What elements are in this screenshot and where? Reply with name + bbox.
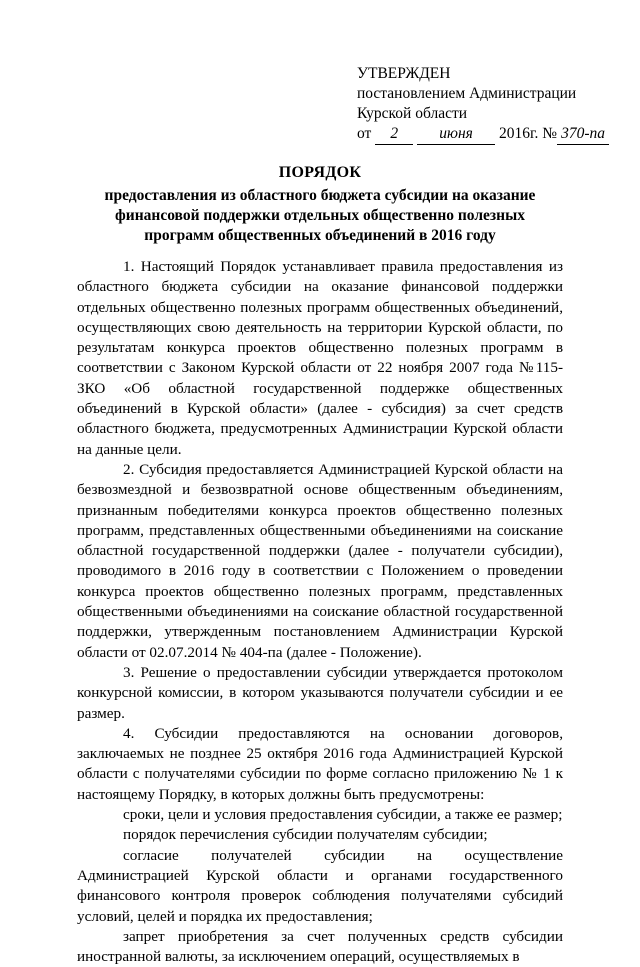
approval-block xyxy=(357,64,627,145)
paragraph-5: сроки, цели и условия предоставления субсидии, а также ее размер; xyxy=(123,806,563,824)
approval-day: 2 xyxy=(375,124,413,145)
document-title: ПОРЯДОК xyxy=(278,164,362,181)
approval-number: 370-па xyxy=(557,124,609,145)
approval-month: июня xyxy=(417,124,495,145)
approval-year: 2016г. № xyxy=(498,125,558,142)
paragraph-6: порядок перечисления субсидии получателям субсидии; xyxy=(123,826,488,844)
paragraph-1: 1. Настоящий Порядок устанавливает правила предоставления из областного бюджета субсидии на оказание финансовой поддержки отдельных общественно полезных программ общественных объединений, осуществляющих свою деятельность на территории Курской области, по результатам конкурса проектов общественно полезных программ в соответствии с Законом Курской области от 22 ноября 2007 года №115-ЗКО «Об областной государственной поддержке общественных объединений в Курской области» (далее - субсидия) за счет средств областного бюджета, предусмотренных Администрации Курской области на данные цели. xyxy=(77,258,563,458)
paragraph-2: 2. Субсидия предоставляется Администрацией Курской области на безвозмездной и безвозвратной основе общественным объединениям, признанным победителями конкурса проектов общественно полезных программ, представленных общественными объединениями на соискание областной государственной поддержки (далее - получатели субсидии), проводимого в 2016 году в соответствии с Положением о проведении конкурса проектов общественно полезных программ, представленных общественными объединениями на соискание областной государственной поддержки, утвержденным постановлением Администрации Курской области от 02.07.2014 № 404-па (далее - Положение). xyxy=(77,460,563,661)
approval-date-line xyxy=(357,124,627,145)
paragraph-4: 4. Субсидии предоставляются на основании договоров, заключаемых не позднее 25 октября 2016 года Администрацией Курской области с получателями субсидии по форме согласно приложению № 1 к настоящему Порядку, в которых должны быть предусмотрены: xyxy=(77,724,563,803)
approval-line-2: Курской области xyxy=(357,105,468,122)
paragraph-7: согласие получателей субсидии на осуществление Администрацией Курской области и органами государственного финансового контроля проверок соблюдения получателями субсидий условий, целей и порядка их предоставления; xyxy=(77,846,563,925)
paragraph-3: 3. Решение о предоставлении субсидии утверждается протоколом конкурсной комиссии, в котором указываются получатели субсидии и ее размер. xyxy=(77,663,563,722)
document-subtitle: предоставления из областного бюджета субсидии на оказание финансовой поддержки отдельных общественно полезных программ общественных объединений в 2016 году xyxy=(104,187,536,244)
approval-heading: УТВЕРЖДЕН xyxy=(357,65,451,82)
approval-line-1: постановлением Администрации xyxy=(357,85,577,102)
approval-date-prefix: от xyxy=(357,125,372,142)
paragraph-8: запрет приобретения за счет полученных средств субсидии иностранной валюты, за исключением операций, осуществляемых в xyxy=(77,927,563,966)
document-body xyxy=(77,257,563,967)
